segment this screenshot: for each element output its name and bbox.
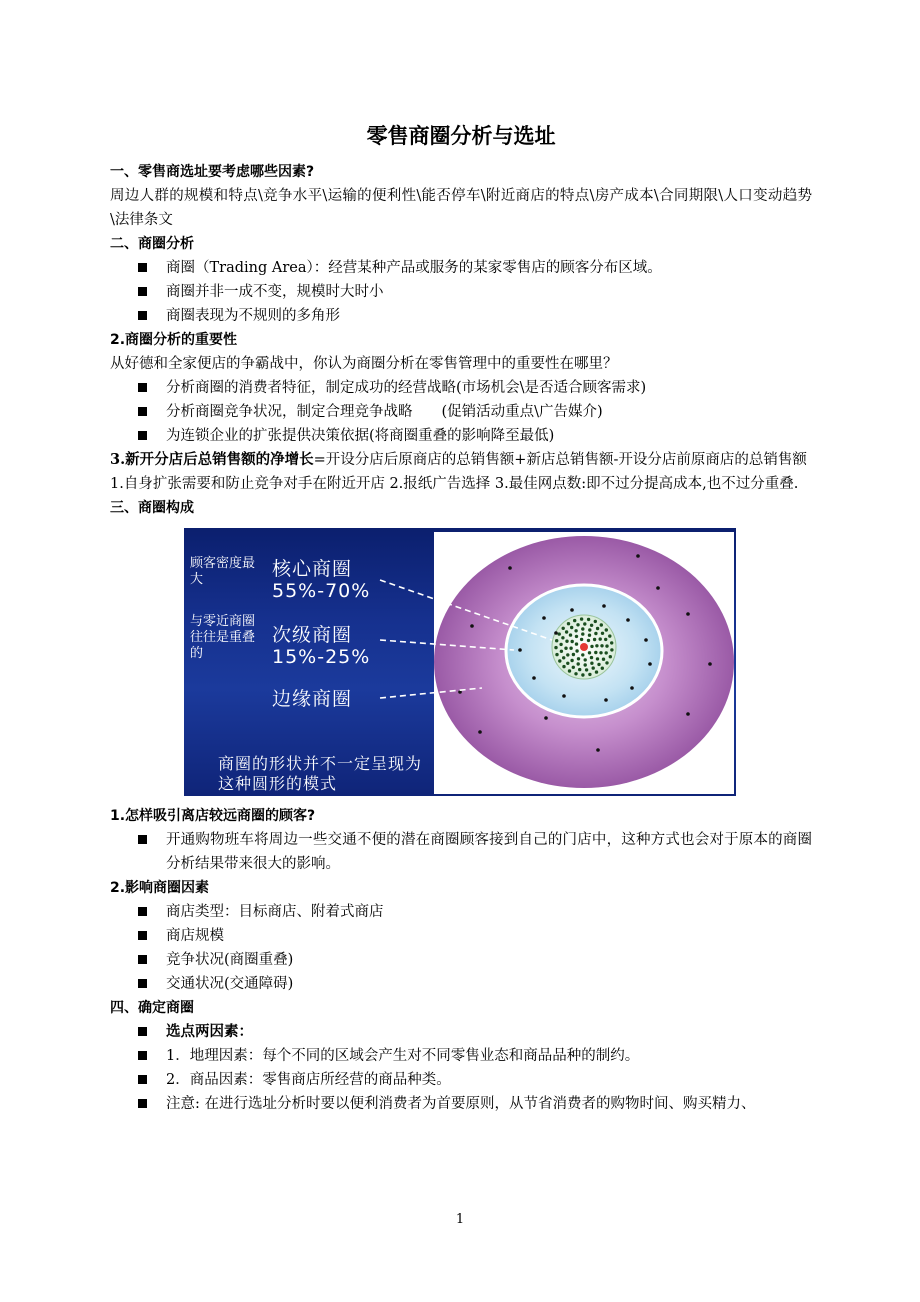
net-growth-notes: 1.自身扩张需要和防止竞争对手在附近开店 2.报纸广告选择 3.最佳网点数:即不过分提高成本,也不过分重叠. (110, 476, 799, 492)
page-number: 1 (455, 1212, 465, 1227)
square-bullet-icon (138, 407, 147, 416)
question-2-heading: 2.影响商圈因素 (110, 880, 210, 896)
subsection-importance-heading: 2.商圈分析的重要性 (110, 332, 238, 348)
importance-bullets (110, 376, 812, 448)
question-1-heading: 1.怎样吸引离店较远商圈的顾客? (110, 808, 316, 824)
figure-secondary-pct: 15%-25% (272, 646, 371, 668)
section-3-heading: 三、商圈构成 (110, 500, 194, 516)
list-item: 商店类型：目标商店、附着式商店 (110, 900, 812, 924)
square-bullet-icon (138, 287, 147, 296)
list-item: 交通状况(交通障碍) (110, 972, 812, 996)
square-bullet-icon (138, 1075, 147, 1084)
section-4-heading: 四、确定商圈 (110, 1000, 194, 1016)
figure-secondary-label: 次级商圈 (272, 624, 353, 646)
net-growth-definition: =开设分店后原商店的总销售额+新店总销售额-开设分店前原商店的总销售额 (313, 452, 807, 468)
section-4-bullets (110, 1020, 812, 1116)
figure-core-label: 核心商圈 (272, 558, 353, 580)
section-1-paragraph: 周边人群的规模和特点\竞争水平\运输的便利性\能否停车\附近商店的特点\房产成本\合同期限\人口变动趋势\法律条文 (110, 188, 812, 228)
square-bullet-icon (138, 955, 147, 964)
list-item: 选点两因素： (110, 1020, 812, 1044)
figure-label-overlap: 与零近商圈往往是重叠的 (190, 614, 256, 661)
net-growth-term: 3.新开分店后总销售额的净增长 (110, 451, 314, 468)
square-bullet-icon (138, 311, 147, 320)
section-2-bullets (110, 256, 812, 328)
document-body (110, 118, 812, 1116)
list-item: 商圈表现为不规则的多角形 (110, 304, 812, 328)
list-item: 分析商圈的消费者特征，制定成功的经营战略(市场机会\是否适合顾客需求) (110, 376, 812, 400)
list-item: 商圈（Trading Area）：经营某种产品或服务的某家零售店的顾客分布区域。 (110, 256, 812, 280)
square-bullet-icon (138, 431, 147, 440)
list-item: 开通购物班车将周边一些交通不便的潜在商圈顾客接到自己的门店中，这种方式也会对于原本的商圈分析结果带来很大的影响。 (110, 828, 812, 876)
store-location-icon (580, 643, 588, 651)
square-bullet-icon (138, 931, 147, 940)
square-bullet-icon (138, 835, 147, 844)
square-bullet-icon (138, 907, 147, 916)
list-item: 注意: 在进行选址分析时要以便利消费者为首要原则，从节省消费者的购物时间、购买精力、 (110, 1092, 812, 1116)
list-item: 商店规模 (110, 924, 812, 948)
square-bullet-icon (138, 383, 147, 392)
list-item: 竞争状况(商圈重叠) (110, 948, 812, 972)
figure-label-density: 顾客密度最大 (190, 556, 256, 587)
trading-area-figure (184, 528, 736, 796)
section-2-heading: 二、商圈分析 (110, 236, 194, 252)
square-bullet-icon (138, 263, 147, 272)
square-bullet-icon (138, 1099, 147, 1108)
list-item: 为连锁企业的扩张提供决策依据(将商圈重叠的影响降至最低) (110, 424, 812, 448)
figure-core-pct: 55%-70% (272, 580, 371, 602)
square-bullet-icon (138, 979, 147, 988)
square-bullet-icon (138, 1027, 147, 1036)
section-1-heading: 一、零售商选址要考虑哪些因素? (110, 164, 315, 180)
square-bullet-icon (138, 1051, 147, 1060)
list-item: 分析商圈竞争状况，制定合理竞争战略 (促销活动重点\广告媒介) (110, 400, 812, 424)
figure-caption: 商圈的形状并不一定呈现为这种圆形的模式 (218, 754, 423, 793)
list-item: 1．地理因素：每个不同的区域会产生对不同零售业态和商品品种的制约。 (110, 1044, 812, 1068)
question-2-bullets (110, 900, 812, 996)
net-growth-paragraph (110, 448, 812, 472)
question-1-bullets (110, 828, 812, 876)
list-item: 商圈并非一成不变，规模时大时小 (110, 280, 812, 304)
subsection-importance-paragraph: 从好德和全家便店的争霸战中，你认为商圈分析在零售管理中的重要性在哪里？ (110, 356, 618, 372)
page-title: 零售商圈分析与选址 (366, 124, 556, 148)
list-item: 2．商品因素：零售商店所经营的商品种类。 (110, 1068, 812, 1092)
figure-fringe-label: 边缘商圈 (272, 688, 353, 710)
